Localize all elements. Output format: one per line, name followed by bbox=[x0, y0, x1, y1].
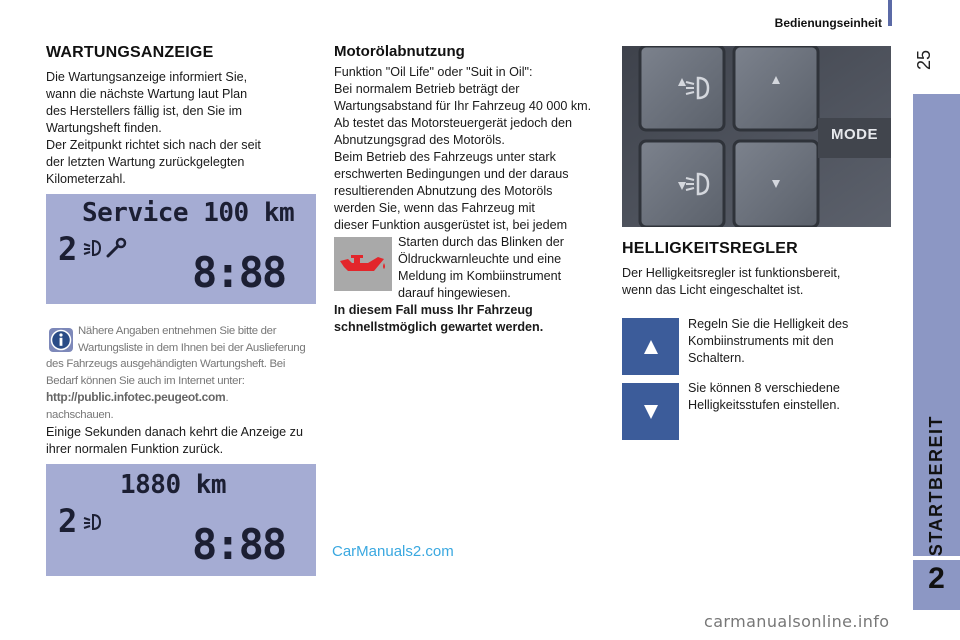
text-line: wenn das Licht eingeschaltet ist. bbox=[622, 283, 804, 297]
service-display-line: Service 100 km bbox=[82, 198, 295, 228]
mode-button-label: MODE bbox=[831, 126, 878, 143]
note-line: Wartungsliste in dem Ihnen bei der Auslieferung bbox=[78, 341, 306, 354]
text-line: darauf hingewiesen. bbox=[398, 286, 511, 300]
wrench-icon bbox=[104, 236, 128, 260]
note-line: des Fahrzeugs ausgehändigten Wartungsheft. Bei bbox=[46, 358, 286, 370]
carmanuals-watermark: CarManuals2.com bbox=[332, 543, 454, 560]
wartung-body bbox=[46, 69, 316, 188]
oil-indented-text bbox=[398, 234, 598, 302]
brightness-up-button bbox=[622, 318, 679, 375]
text-line: In diesem Fall muss Ihr Fahrzeug bbox=[334, 303, 533, 317]
text-line: Wartungsheft finden. bbox=[46, 121, 162, 135]
text-line: der letzten Wartung zurückgelegten bbox=[46, 155, 245, 169]
oil-warning-tile bbox=[334, 237, 392, 291]
brightness-down-button bbox=[622, 383, 679, 440]
gear-digit: 2 bbox=[58, 502, 78, 540]
text-line: Ab testet das Motorsteuergerät jedoch den bbox=[334, 116, 573, 130]
header-rule bbox=[888, 0, 892, 26]
dashboard-photo bbox=[622, 46, 891, 227]
text-line: Sie können 8 verschiedene bbox=[688, 381, 840, 395]
text-line: Funktion "Oil Life" oder "Suit in Oil": bbox=[334, 65, 533, 79]
headlamp-icon bbox=[82, 512, 102, 532]
headlamp-icon bbox=[82, 238, 102, 258]
text-line: Beim Betrieb des Fahrzeugs unter stark bbox=[334, 150, 556, 164]
triangle-up-icon bbox=[643, 339, 659, 355]
note-line: Bedarf können Sie auch im Internet unter: bbox=[46, 374, 245, 387]
text-line: Starten durch das Blinken der bbox=[398, 235, 564, 249]
text-line: Kombiinstruments mit den bbox=[688, 334, 834, 348]
text-line: schnellstmöglich gewartet werden. bbox=[334, 320, 544, 334]
chapter-tab-label: STARTBEREIT bbox=[926, 414, 946, 556]
gear-digit: 2 bbox=[58, 230, 78, 268]
text-line: ihrer normalen Funktion zurück. bbox=[46, 442, 224, 456]
text-line: Abnutzungsgrad des Motoröls. bbox=[334, 133, 505, 147]
peugeot-infotec-link[interactable]: http://public.infotec.peugeot.com bbox=[46, 390, 226, 404]
wartung-after-note bbox=[46, 424, 318, 458]
text-line: Schaltern. bbox=[688, 351, 745, 365]
text-line: Regeln Sie die Helligkeit des bbox=[688, 317, 849, 331]
chapter-number: 2 bbox=[928, 562, 945, 595]
text-line: werden Sie, wenn das Fahrzeug mit bbox=[334, 201, 535, 215]
note-link-line bbox=[46, 389, 318, 407]
footer-watermark: carmanualsonline.info bbox=[704, 612, 890, 631]
text-line: des Herstellers fällig ist, den Sie im bbox=[46, 104, 242, 118]
text-line: Wartungsabstand für Ihr Fahrzeug 40 000 km. bbox=[334, 99, 592, 113]
text-line: wann die nächste Wartung laut Plan bbox=[46, 87, 248, 101]
text-line: Helligkeitsstufen einstellen. bbox=[688, 398, 840, 412]
brightness-up-text bbox=[688, 316, 888, 367]
text-line: Meldung im Kombiinstrument bbox=[398, 269, 562, 283]
text-line: Der Helligkeitsregler ist funktionsbereit, bbox=[622, 266, 841, 280]
section-header: Bedienungseinheit bbox=[774, 16, 882, 30]
brightness-down-text bbox=[688, 380, 888, 414]
text-line: erschwerten Bedingungen und der daraus bbox=[334, 167, 569, 181]
service-display bbox=[46, 194, 316, 304]
info-note-body bbox=[46, 356, 318, 423]
text-line: Der Zeitpunkt richtet sich nach der seit bbox=[46, 138, 261, 152]
text-line: resultierenden Abnutzung des Motoröls bbox=[334, 184, 553, 198]
text-line: Einige Sekunden danach kehrt die Anzeige zu bbox=[46, 425, 303, 439]
page-number: 25 bbox=[913, 49, 934, 71]
info-icon bbox=[48, 327, 74, 353]
brightness-title: HELLIGKEITSREGLER bbox=[622, 240, 798, 257]
odometer-display bbox=[46, 464, 316, 576]
info-note-head bbox=[78, 323, 318, 356]
note-line: Nähere Angaben entnehmen Sie bitte der bbox=[78, 325, 277, 337]
odometer-line: 1880 km bbox=[120, 470, 227, 500]
oil-can-icon bbox=[334, 237, 392, 291]
note-line: nachschauen. bbox=[46, 408, 114, 421]
text-line: Öldruckwarnleuchte und eine bbox=[398, 252, 562, 266]
chapter-tab-label-wrap bbox=[913, 94, 960, 556]
link-suffix: . bbox=[225, 392, 229, 404]
clock-display: 8:88 bbox=[192, 520, 286, 569]
triangle-down-icon bbox=[643, 404, 659, 420]
brightness-body bbox=[622, 265, 892, 299]
oil-title: Motorölabnutzung bbox=[334, 43, 465, 60]
text-line: Kilometerzahl. bbox=[46, 172, 126, 186]
oil-bold-warning bbox=[334, 302, 606, 336]
oil-body bbox=[334, 64, 606, 234]
clock-display: 8:88 bbox=[192, 248, 286, 297]
text-line: Bei normalem Betrieb beträgt der bbox=[334, 82, 520, 96]
text-line: Die Wartungsanzeige informiert Sie, bbox=[46, 70, 248, 84]
text-line: dieser Funktion ausgerüstet ist, bei jedem bbox=[334, 218, 568, 232]
wartung-title: WARTUNGSANZEIGE bbox=[46, 44, 214, 61]
